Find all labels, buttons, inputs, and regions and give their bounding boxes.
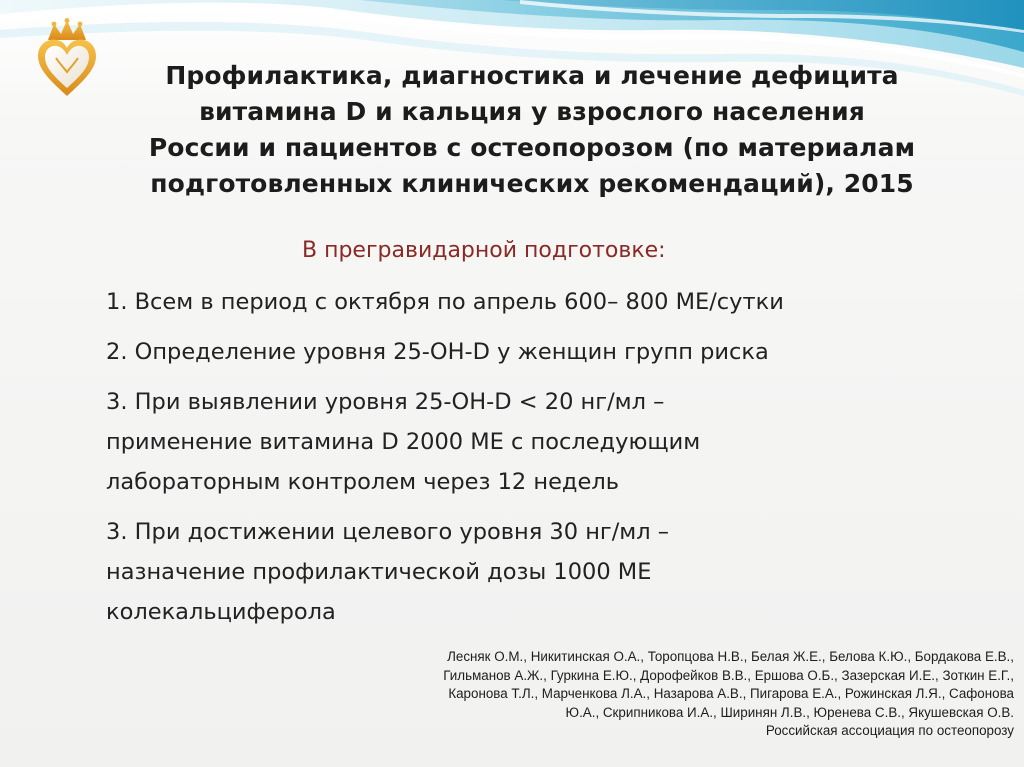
list-item <box>106 282 986 322</box>
title-line: витамина D и кальция у взрослого населения <box>199 97 865 126</box>
authors-line: Ю.А., Скрипникова И.А., Ширинян Л.В., Юренева С.В., Якушевская О.В. <box>565 704 1014 720</box>
authors-line: Каронова Т.Л., Марченкова Л.А., Назарова А.В., Пигарова Е.А., Рожинская Л.Я., Сафонова <box>448 686 1014 701</box>
list-item <box>106 382 986 502</box>
organization-name: Российская ассоциация по остеопорозу <box>765 723 1014 738</box>
authors-citation <box>274 648 1014 741</box>
list-item <box>106 512 986 632</box>
list-item-text: 2. Определение уровня 25-OH-D у женщин групп риска <box>106 339 769 365</box>
authors-line: Лесняк О.М., Никитинская О.А., Торопцова Н.В., Белая Ж.Е., Белова К.Ю., Бордакова Е.В., <box>447 649 1014 664</box>
list-item-text: 1. Всем в период с октября по апрель 600– 800 МЕ/сутки <box>106 289 784 315</box>
section-subtitle: В прегравидарной подготовке: <box>302 238 666 263</box>
recommendation-list <box>106 282 986 642</box>
title-line: подготовленных клинических рекомендаций), 2015 <box>150 169 914 198</box>
list-item <box>106 332 986 372</box>
list-item-text: применение витамина D 2000 МЕ с последующим <box>106 429 701 455</box>
list-item-text: 3. При достижении целевого уровня 30 нг/мл – <box>106 519 670 545</box>
title-line: Профилактика, диагностика и лечение дефицита <box>165 61 899 90</box>
list-item-text: назначение профилактической дозы 1000 МЕ <box>106 559 652 585</box>
list-item-text: лабораторным контролем через 12 недель <box>106 469 619 495</box>
title-line: России и пациентов с остеопорозом (по материалам <box>148 133 916 162</box>
list-item-text: 3. При выявлении уровня 25-OH-D < 20 нг/мл – <box>106 389 665 415</box>
slide-title <box>60 58 1004 202</box>
list-item-text: колекальциферола <box>106 599 336 625</box>
authors-line: Гильманов А.Ж., Гуркина Е.Ю., Дорофейков В.В., Ершова О.Б., Зазерская И.Е., Зоткин Е.Г., <box>443 667 1014 683</box>
